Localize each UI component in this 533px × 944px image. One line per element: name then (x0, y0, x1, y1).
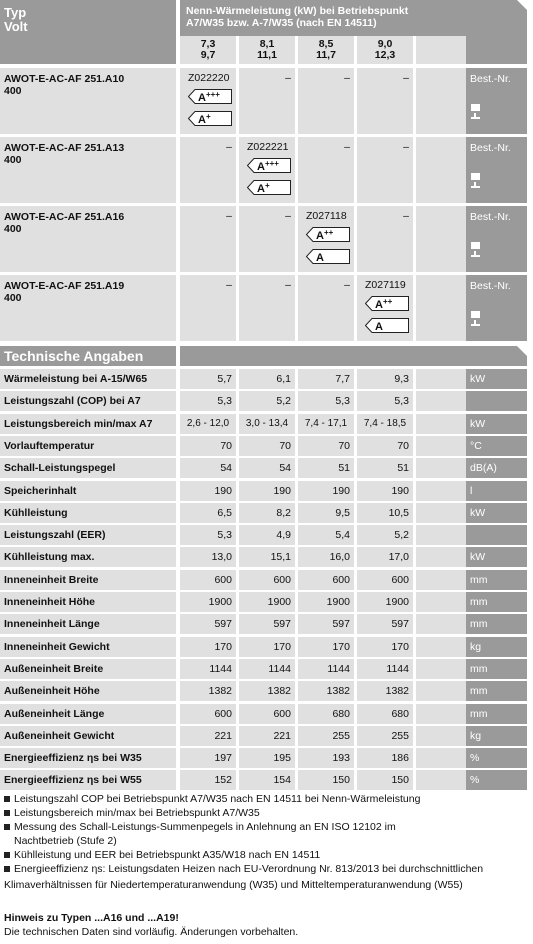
tech-row-value: 1900 (239, 592, 295, 612)
product-column-cell (239, 68, 295, 134)
header-title-line1: Nenn-Wärmeleistung (kW) bei Betriebspunkt (186, 5, 409, 17)
tech-row-value: 1900 (357, 592, 413, 612)
energy-label-top (365, 296, 409, 311)
tech-row-empty (416, 748, 466, 768)
order-number: Z022220 (188, 72, 230, 84)
tech-row-value: 600 (180, 570, 236, 590)
product-name: AWOT-E-AC-AF 251.A13 (4, 142, 125, 154)
energy-label-bottom-icon (365, 318, 409, 333)
tech-row-unit: mm (466, 659, 527, 679)
tech-row-value: 680 (298, 704, 354, 724)
energy-label-top-icon-text: A+++ (257, 159, 279, 173)
footnote-efficiency-cont (4, 878, 529, 892)
product-volt: 400 (4, 154, 22, 166)
header-column-2 (239, 36, 295, 64)
base-icon (471, 186, 480, 188)
tech-heading-bar (180, 346, 527, 366)
bullet-square-icon (4, 796, 10, 802)
tech-row-value: 70 (357, 436, 413, 456)
header-column-empty (416, 36, 466, 64)
energy-label-bottom-icon (188, 111, 232, 126)
tech-row-value: 170 (180, 637, 236, 657)
product-column-cell (239, 137, 295, 203)
tech-row-value: 1900 (298, 592, 354, 612)
tech-row-empty (416, 681, 466, 701)
tech-row (0, 436, 533, 456)
tech-row-empty (416, 436, 466, 456)
tech-row-value: 600 (357, 570, 413, 590)
tech-row-label: Wärmeleistung bei A-15/W65 (0, 369, 176, 389)
tech-row-value: 54 (239, 458, 295, 478)
tech-row-empty (416, 770, 466, 790)
tech-row-value: 5,4 (298, 525, 354, 545)
order-number: Z022221 (247, 141, 289, 153)
tech-row-empty (416, 614, 466, 634)
empty-dash: – (403, 141, 409, 153)
header-column-1 (180, 36, 236, 64)
header-column-1-top: 7,3 (200, 38, 216, 50)
tech-row-value: 600 (298, 570, 354, 590)
tech-row-value: 195 (239, 748, 295, 768)
tech-row-label: Inneneinheit Länge (0, 614, 176, 634)
tech-row (0, 748, 533, 768)
tech-row-value: 190 (180, 481, 236, 501)
tech-row-value: 600 (239, 570, 295, 590)
tech-row (0, 770, 533, 790)
tech-row-value: 150 (357, 770, 413, 790)
order-number-cell (466, 206, 527, 272)
footnote-sound (4, 820, 529, 834)
energy-label-top-icon (188, 89, 232, 104)
hint-text: Die technischen Daten sind vorläufig. Änderungen vorbehalten. (4, 926, 299, 938)
footnote-text: Nachtbetrieb (Stufe 2) (14, 835, 117, 847)
empty-dash: – (226, 141, 232, 153)
product-name-cell (0, 68, 176, 134)
tech-row-empty (416, 570, 466, 590)
bullet-square-icon (4, 810, 10, 816)
header-title-line2: A7/W35 bzw. A-7/W35 (nach EN 14511) (186, 17, 377, 29)
tech-row-value: 597 (298, 614, 354, 634)
tech-row-label: Schall-Leistungspegel (0, 458, 176, 478)
base-icon (471, 255, 480, 257)
tech-row (0, 525, 533, 545)
tech-row-empty (416, 525, 466, 545)
energy-label-bottom (306, 249, 350, 264)
tech-row-unit: l (466, 481, 527, 501)
product-name-cell (0, 275, 176, 341)
empty-dash: – (285, 279, 291, 291)
product-column-cell (239, 206, 295, 272)
order-number-label: Best.-Nr. (470, 211, 511, 223)
order-number-label: Best.-Nr. (470, 142, 511, 154)
tech-row-value: 255 (357, 726, 413, 746)
product-column-cell (357, 275, 413, 341)
product-column-cell (180, 206, 236, 272)
tech-row-value: 8,2 (239, 503, 295, 523)
empty-dash: – (226, 279, 232, 291)
energy-label-top-icon (247, 158, 291, 173)
footnote-text: Energieeffizienz ηs: Leistungsdaten Heizen nach EU-Verordnung Nr. 813/2013 bei durchschnittlichen (14, 863, 484, 875)
product-name-cell (0, 137, 176, 203)
footnote-text: Leistungszahl COP bei Betriebspunkt A7/W35 nach EN 14511 bei Nenn-Wärmeleistung (14, 793, 421, 805)
tech-row-label: Speicherinhalt (0, 481, 176, 501)
header-column-3-bottom: 11,7 (316, 49, 336, 61)
tech-row-unit: °C (466, 436, 527, 456)
header-tail (466, 0, 527, 64)
order-number-label: Best.-Nr. (470, 280, 511, 292)
header-column-2-bottom: 11,1 (257, 49, 277, 61)
header-column-4-top: 9,0 (377, 38, 393, 50)
footnote-cooling (4, 848, 529, 862)
product-row (0, 68, 533, 134)
product-column-cell (180, 68, 236, 134)
tech-row-value: 1900 (180, 592, 236, 612)
footnote-cop (4, 792, 529, 806)
tech-row-label: Außeneinheit Gewicht (0, 726, 176, 746)
header-column-4-bottom: 12,3 (374, 49, 396, 61)
header-volt-label: Volt (4, 19, 28, 34)
header-type-label: Typ (4, 5, 27, 20)
bullet-square-icon (4, 824, 10, 830)
order-number-cell (466, 137, 527, 203)
tech-row-value: 51 (298, 458, 354, 478)
empty-dash: – (344, 141, 350, 153)
tech-row-empty (416, 592, 466, 612)
tech-row-value: 197 (180, 748, 236, 768)
energy-label-top (247, 158, 291, 173)
tech-row-empty (416, 414, 466, 434)
tech-row-label: Leistungszahl (COP) bei A7 (0, 391, 176, 411)
tech-row-value: 70 (180, 436, 236, 456)
tech-row (0, 726, 533, 746)
product-volt: 400 (4, 223, 22, 235)
tech-row-value: 4,9 (239, 525, 295, 545)
tech-row-empty (416, 458, 466, 478)
tech-row-value: 17,0 (357, 547, 413, 567)
product-column-cell (298, 68, 354, 134)
product-column-cell (357, 137, 413, 203)
order-number-label: Best.-Nr. (470, 73, 511, 85)
energy-label-top (188, 89, 232, 104)
tech-row-unit: kW (466, 547, 527, 567)
footnote-text: Klimaverhältnissen für Niedertemperaturanwendung (W35) und Mitteltemperaturanwendung (W55) (4, 879, 463, 891)
tech-row-value: 70 (239, 436, 295, 456)
tech-row (0, 369, 533, 389)
product-column-cell (239, 275, 295, 341)
tech-row-label: Leistungsbereich min/max A7 (0, 414, 176, 434)
energy-label-top-icon-text: A++ (375, 297, 393, 311)
tech-row-value: 51 (357, 458, 413, 478)
energy-label-bottom-icon-text: A+ (198, 112, 211, 126)
tech-row-unit: mm (466, 704, 527, 724)
tech-row-value: 170 (357, 637, 413, 657)
footnote-efficiency (4, 862, 529, 876)
tech-row-value: 1144 (239, 659, 295, 679)
product-column-cell (180, 275, 236, 341)
tech-row-value: 5,2 (239, 391, 295, 411)
header-title (180, 0, 466, 36)
tech-row-label: Inneneinheit Höhe (0, 592, 176, 612)
product-column-cell (357, 206, 413, 272)
tech-row-value: 154 (239, 770, 295, 790)
product-volt: 400 (4, 85, 22, 97)
tech-row (0, 570, 533, 590)
tech-row (0, 681, 533, 701)
tech-row-value: 597 (239, 614, 295, 634)
tech-row-unit (466, 525, 527, 545)
tech-row-label: Kühlleistung (0, 503, 176, 523)
header-column-3 (298, 36, 354, 64)
tech-row-value: 1144 (357, 659, 413, 679)
tech-row-empty (416, 726, 466, 746)
tech-row (0, 659, 533, 679)
tech-row-value: 1382 (180, 681, 236, 701)
product-empty-cell (416, 68, 466, 134)
empty-dash: – (403, 210, 409, 222)
tech-row-value: 193 (298, 748, 354, 768)
product-name: AWOT-E-AC-AF 251.A16 (4, 211, 125, 223)
tech-row (0, 391, 533, 411)
tech-row-label: Energieeffizienz ηs bei W55 (0, 770, 176, 790)
header-column-3-top: 8,5 (318, 38, 334, 50)
tech-row-value: 190 (298, 481, 354, 501)
tech-row-value: 10,5 (357, 503, 413, 523)
box-icon (471, 104, 480, 111)
tech-row-label: Leistungszahl (EER) (0, 525, 176, 545)
tech-row-unit: kW (466, 369, 527, 389)
product-empty-cell (416, 206, 466, 272)
tech-row-value: 1382 (298, 681, 354, 701)
tech-row-value: 2,6 - 12,0 (180, 414, 236, 434)
tech-row-label: Kühlleistung max. (0, 547, 176, 567)
product-name: AWOT-E-AC-AF 251.A19 (4, 280, 125, 292)
tech-row (0, 637, 533, 657)
product-column-cell (180, 137, 236, 203)
tech-row-value: 597 (180, 614, 236, 634)
product-empty-cell (416, 275, 466, 341)
tech-row-unit: dB(A) (466, 458, 527, 478)
empty-dash: – (285, 72, 291, 84)
tech-row-value: 152 (180, 770, 236, 790)
order-number-cell (466, 68, 527, 134)
tech-row-value: 5,3 (357, 391, 413, 411)
tech-row-unit: kg (466, 637, 527, 657)
empty-dash: – (344, 279, 350, 291)
energy-label-top-icon (365, 296, 409, 311)
product-column-cell (298, 275, 354, 341)
hint-title-text: Hinweis zu Typen ...A16 und ...A19! (4, 912, 179, 924)
empty-dash: – (344, 72, 350, 84)
tech-row-value: 7,4 - 17,1 (298, 414, 354, 434)
energy-label-bottom-icon-text: A (316, 252, 324, 264)
tech-row-label: Vorlauftemperatur (0, 436, 176, 456)
tech-row-value: 600 (180, 704, 236, 724)
product-column-cell (298, 137, 354, 203)
energy-label-bottom (188, 111, 232, 126)
tech-row-value: 186 (357, 748, 413, 768)
box-icon (471, 242, 480, 249)
tech-row-value: 600 (239, 704, 295, 724)
tech-row (0, 614, 533, 634)
tech-row-empty (416, 391, 466, 411)
bullet-square-icon (4, 866, 10, 872)
tech-row-value: 1144 (298, 659, 354, 679)
tech-row (0, 592, 533, 612)
tech-row-value: 15,1 (239, 547, 295, 567)
tech-row-value: 6,5 (180, 503, 236, 523)
tech-row (0, 481, 533, 501)
tech-row (0, 704, 533, 724)
energy-label-top-icon-text: A+++ (198, 90, 220, 104)
tech-row-value: 5,7 (180, 369, 236, 389)
tech-row-label: Energieeffizienz ηs bei W35 (0, 748, 176, 768)
energy-label-bottom-icon-text: A (375, 321, 383, 333)
tech-row-unit: kW (466, 503, 527, 523)
tech-row-value: 170 (298, 637, 354, 657)
tech-row-value: 16,0 (298, 547, 354, 567)
energy-label-top-icon-text: A++ (316, 228, 334, 242)
product-name-cell (0, 206, 176, 272)
tech-row-value: 255 (298, 726, 354, 746)
tech-row-value: 3,0 - 13,4 (239, 414, 295, 434)
tech-row-value: 1382 (357, 681, 413, 701)
tech-row-value: 150 (298, 770, 354, 790)
empty-dash: – (403, 72, 409, 84)
tech-row-label: Außeneinheit Länge (0, 704, 176, 724)
tech-row-unit: mm (466, 614, 527, 634)
footnote-text: Messung des Schall-Leistungs-Summenpegels in Anlehnung an EN ISO 12102 im (14, 821, 396, 833)
tech-row-unit: mm (466, 592, 527, 612)
energy-label-top-icon (306, 227, 350, 242)
header-column-1-bottom: 9,7 (200, 49, 216, 61)
tech-heading: Technische Angaben (0, 346, 176, 366)
tech-row-label: Inneneinheit Breite (0, 570, 176, 590)
tech-row-value: 190 (357, 481, 413, 501)
tech-row-value: 221 (239, 726, 295, 746)
product-row (0, 275, 533, 341)
tech-row-unit: mm (466, 681, 527, 701)
product-empty-cell (416, 137, 466, 203)
bullet-square-icon (4, 852, 10, 858)
product-column-cell (298, 206, 354, 272)
energy-label-bottom-icon (306, 249, 350, 264)
energy-label-bottom (365, 318, 409, 333)
tech-row-value: 7,7 (298, 369, 354, 389)
footnote-range (4, 806, 529, 820)
tech-row-value: 9,3 (357, 369, 413, 389)
box-icon (471, 311, 480, 318)
tech-row-empty (416, 369, 466, 389)
tech-row-empty (416, 503, 466, 523)
product-name: AWOT-E-AC-AF 251.A10 (4, 73, 125, 85)
product-row (0, 137, 533, 203)
base-icon (471, 324, 480, 326)
footnote-sound-cont (4, 834, 529, 848)
tech-row-value: 9,5 (298, 503, 354, 523)
tech-row-empty (416, 547, 466, 567)
energy-label-bottom-icon (247, 180, 291, 195)
header-type-volt (0, 0, 176, 64)
tech-row-value: 221 (180, 726, 236, 746)
tech-row-value: 190 (239, 481, 295, 501)
header-column-2-top: 8,1 (259, 38, 275, 50)
energy-label-bottom-icon-text: A+ (257, 181, 270, 195)
tech-row-value: 5,3 (298, 391, 354, 411)
energy-label-bottom (247, 180, 291, 195)
product-row (0, 206, 533, 272)
tech-row-value: 680 (357, 704, 413, 724)
tech-row-empty (416, 481, 466, 501)
tech-row-empty (416, 659, 466, 679)
tech-row-value: 170 (239, 637, 295, 657)
hint-title (4, 911, 298, 925)
tech-row-unit: mm (466, 570, 527, 590)
tech-row-value: 6,1 (239, 369, 295, 389)
tech-row-value: 54 (180, 458, 236, 478)
empty-dash: – (226, 210, 232, 222)
order-number-cell (466, 275, 527, 341)
tech-row-unit: kW (466, 414, 527, 434)
tech-row-value: 7,4 - 18,5 (357, 414, 413, 434)
product-volt: 400 (4, 292, 22, 304)
hint-block (4, 911, 298, 939)
tech-row (0, 458, 533, 478)
footnote-text: Leistungsbereich min/max bei Betriebspunkt A7/W35 (14, 807, 260, 819)
header-column-4 (357, 36, 413, 64)
box-icon (471, 173, 480, 180)
tech-row (0, 414, 533, 434)
tech-row-value: 70 (298, 436, 354, 456)
footnote-text: Kühlleistung und EER bei Betriebspunkt A35/W18 nach EN 14511 (14, 849, 321, 861)
tech-row-value: 5,2 (357, 525, 413, 545)
tech-row-value: 5,3 (180, 525, 236, 545)
tech-row-unit: % (466, 770, 527, 790)
tech-row-label: Inneneinheit Gewicht (0, 637, 176, 657)
empty-dash: – (285, 210, 291, 222)
tech-row-value: 597 (357, 614, 413, 634)
energy-label-bottom-icon-shape (307, 250, 350, 264)
tech-row (0, 547, 533, 567)
product-column-cell (357, 68, 413, 134)
tech-row-value: 1382 (239, 681, 295, 701)
order-number: Z027119 (365, 279, 406, 291)
tech-row-unit: % (466, 748, 527, 768)
energy-label-bottom-icon-shape (366, 319, 409, 333)
tech-row (0, 503, 533, 523)
tech-row-value: 1144 (180, 659, 236, 679)
tech-row-empty (416, 704, 466, 724)
tech-row-unit (466, 391, 527, 411)
tech-row-empty (416, 637, 466, 657)
tech-row-value: 13,0 (180, 547, 236, 567)
tech-row-unit: kg (466, 726, 527, 746)
tech-row-label: Außeneinheit Breite (0, 659, 176, 679)
tech-row-value: 5,3 (180, 391, 236, 411)
order-number: Z027118 (306, 210, 347, 222)
tech-row-label: Außeneinheit Höhe (0, 681, 176, 701)
footnotes (4, 792, 529, 892)
energy-label-top (306, 227, 350, 242)
base-icon (471, 117, 480, 119)
